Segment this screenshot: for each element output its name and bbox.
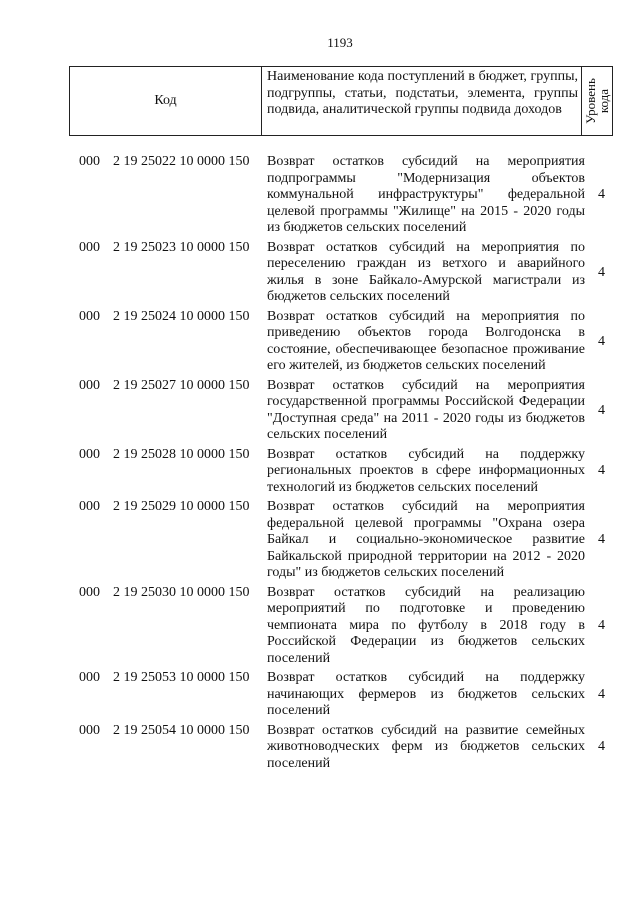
table-row [79, 723, 613, 773]
row-admin-code: 000 [79, 722, 100, 738]
row-name: Возврат остатков субсидий на мероприятия по переселению граждан из ветхого и аварийного жилья в зоне Байкало-Амурской магистрали из бюджетов сельских поселений [267, 239, 585, 304]
row-level: 4 [598, 333, 605, 349]
header-name: Наименование кода поступлений в бюджет, группы, подгруппы, статьи, подстатьи, элемента, группы подвида, аналитической группы подвида доходов [262, 67, 582, 135]
header-level-line2: кода [596, 88, 611, 114]
row-admin-code: 000 [79, 239, 100, 255]
row-code: 2 19 25022 10 0000 150 [113, 154, 250, 169]
row-level: 4 [598, 739, 605, 755]
table-row [79, 309, 613, 375]
row-admin-code: 000 [79, 377, 100, 393]
row-level: 4 [598, 402, 605, 418]
table-row [79, 499, 613, 582]
row-admin-code: 000 [79, 308, 100, 324]
row-code: 2 19 25054 10 0000 150 [113, 722, 250, 738]
table-row [79, 670, 613, 720]
row-level: 4 [598, 686, 605, 702]
table-header [69, 66, 613, 136]
row-code: 2 19 25030 10 0000 150 [113, 584, 250, 600]
row-admin-code: 000 [79, 584, 100, 600]
row-name: Возврат остатков субсидий на реализацию мероприятий по подготовке и проведению чемпионата мира по футболу в 2018 году в Российской Федерации из бюджетов сельских поселений [267, 584, 585, 666]
table-row [79, 240, 613, 306]
row-level: 4 [598, 187, 605, 203]
row-name: Возврат остатков субсидий на мероприятия федеральной целевой программы "Охрана озера Байкал и социально-экономическое развитие Байкальской природной территории на 2012 - 2020 годы" из бюджетов сельских поселений [267, 499, 585, 580]
row-level: 4 [598, 463, 605, 479]
header-code: Код [70, 67, 262, 135]
row-code: 2 19 25028 10 0000 150 [113, 446, 250, 462]
row-name: Возврат остатков субсидий на поддержку начинающих фермеров из бюджетов сельских поселений [267, 670, 585, 718]
row-name: Возврат остатков субсидий на мероприятия государственной программы Российской Федерации "Доступная среда" на 2011 - 2020 годы из бюджетов сельских поселений [267, 377, 585, 442]
row-admin-code: 000 [79, 446, 100, 462]
row-name: Возврат остатков субсидий на развитие семейных животноводческих ферм из бюджетов сельских поселений [267, 722, 585, 771]
table-body [79, 154, 613, 775]
row-level: 4 [598, 617, 605, 633]
table-row [79, 447, 613, 497]
row-code: 2 19 25023 10 0000 150 [113, 239, 250, 255]
row-code: 2 19 25029 10 0000 150 [113, 499, 250, 514]
row-code: 2 19 25024 10 0000 150 [113, 308, 250, 324]
row-code: 2 19 25053 10 0000 150 [113, 670, 250, 685]
row-admin-code: 000 [79, 670, 100, 685]
header-level-text [584, 78, 610, 124]
row-level: 4 [598, 532, 605, 548]
table-row [79, 154, 613, 237]
header-level-line1: Уровень [583, 78, 598, 124]
row-name: Возврат остатков субсидий на мероприятия подпрограммы "Модернизация объектов коммунальной инфраструктуры" федеральной целевой программы "Жилище" на 2015 - 2020 годы из бюджетов сельских поселений [267, 154, 585, 235]
row-code: 2 19 25027 10 0000 150 [113, 377, 250, 393]
table-row [79, 585, 613, 668]
page-number: 1193 [327, 35, 353, 50]
table-row [79, 378, 613, 444]
row-admin-code: 000 [79, 154, 100, 169]
header-level [582, 67, 612, 135]
row-name: Возврат остатков субсидий на поддержку региональных проектов в сфере информационных технологий из бюджетов сельских поселений [267, 446, 585, 495]
row-level: 4 [598, 264, 605, 280]
row-name: Возврат остатков субсидий на мероприятия по приведению объектов города Волгодонска в состояние, обеспечивающее безопасное проживание его жителей, из бюджетов сельских поселений [267, 308, 585, 373]
row-admin-code: 000 [79, 499, 100, 514]
